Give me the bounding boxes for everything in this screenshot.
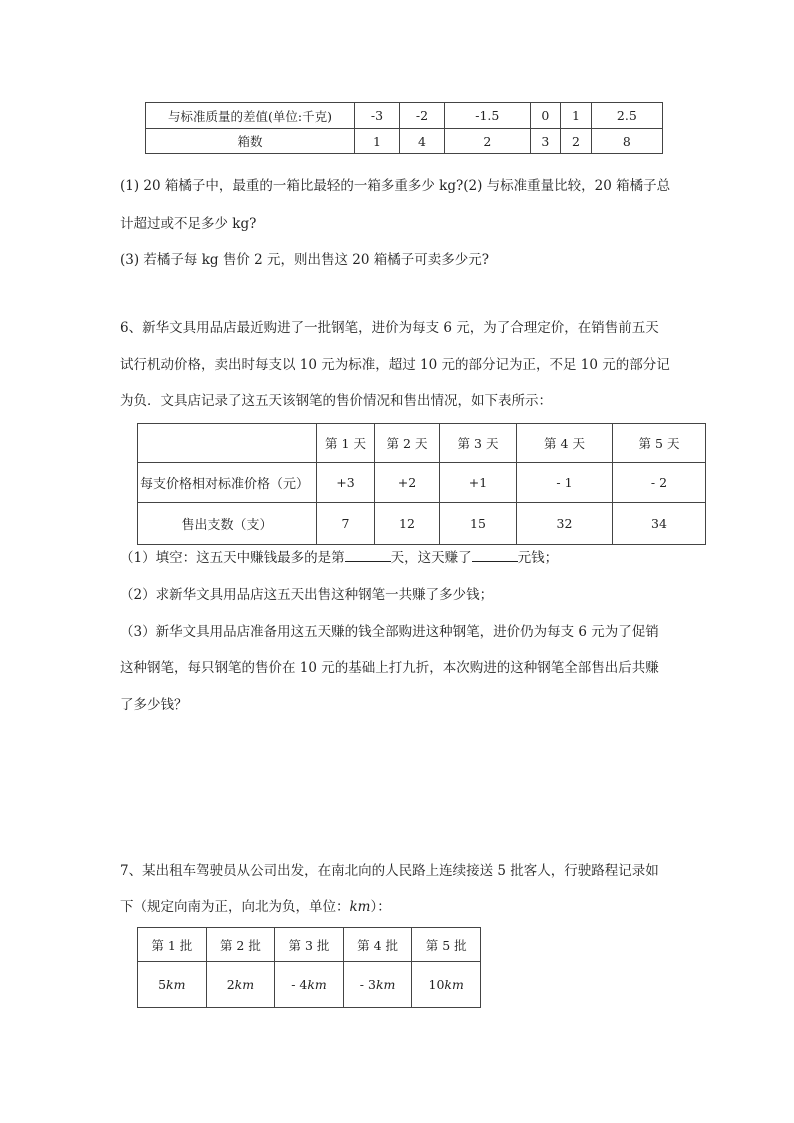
unit-km: km [375, 977, 396, 992]
table-cell: 8 [591, 129, 662, 154]
table-cell: +3 [317, 463, 375, 503]
pen-sales-table [137, 423, 706, 545]
q7-line-2-text-a: 下（规定向南为正，向北为负，单位： [120, 899, 350, 915]
table-header: 第 1 天 [317, 424, 375, 463]
table-cell: 32 [517, 503, 613, 545]
q7-line-2 [120, 895, 391, 915]
distance-value: 5 [158, 977, 167, 992]
table-cell: 1 [561, 103, 592, 129]
table-header: 第 5 天 [613, 424, 706, 463]
q6-subq-3-line-3: 了多少钱？ [120, 697, 188, 713]
unit-km: km [307, 977, 327, 992]
unit-km: km [166, 977, 186, 992]
q6-subq-1 [120, 546, 558, 566]
table-cell: 1 [355, 129, 400, 154]
table-cell: -2 [399, 103, 444, 129]
table-cell: 12 [375, 503, 440, 545]
table-row-label: 与标准质量的差值(单位:千克) [146, 103, 355, 129]
table-cell: 15 [440, 503, 517, 545]
table-cell: 0 [530, 103, 561, 129]
table-header: 第 2 批 [206, 928, 275, 962]
q6-subq-3-line-2: 这种钢笔，每只钢笔的售价在 10 元的基础上打九折，本次购进的这种钢笔全部售出后共赚 [120, 660, 659, 676]
table-cell: 4 [399, 129, 444, 154]
table-header: 第 5 批 [412, 928, 481, 962]
table-cell: -1.5 [444, 103, 530, 129]
q6-subq-1-text-c: 元钱； [517, 550, 559, 566]
q5-line-3: (3) 若橘子每 kg 售价 2 元，则出售这 20 箱橘子可卖多少元? [120, 252, 489, 268]
table-cell: -3 [355, 103, 400, 129]
table-cell: - 1 [517, 463, 613, 503]
table-header: 第 3 批 [275, 928, 344, 962]
answer-blank[interactable] [345, 549, 391, 562]
q5-line-1: (1) 20 箱橘子中，最重的一箱比最轻的一箱多重多少 kg?(2) 与标准重量比较，20 箱橘子总 [120, 178, 671, 194]
table-cell: 34 [613, 503, 706, 545]
table-cell [412, 962, 481, 1008]
table-row-label: 每支价格相对标准价格（元） [138, 463, 317, 503]
table-cell: +2 [375, 463, 440, 503]
table-corner-cell [138, 424, 317, 463]
table-header: 第 2 天 [375, 424, 440, 463]
table-row-label: 售出支数（支） [138, 503, 317, 545]
q6-line-1: 6、新华文具用品店最近购进了一批钢笔，进价为每支 6 元，为了合理定价，在销售前五天 [120, 320, 659, 336]
table-header: 第 3 天 [440, 424, 517, 463]
weight-diff-table [145, 102, 663, 154]
table-header: 第 1 批 [138, 928, 207, 962]
table-header: 第 4 批 [343, 928, 412, 962]
table-cell: 2.5 [591, 103, 662, 129]
table-cell: 7 [317, 503, 375, 545]
taxi-distance-table [137, 927, 481, 1008]
unit-km: km [234, 977, 255, 992]
q6-subq-1-text-a: （1）填空：这五天中赚钱最多的是第 [120, 550, 345, 566]
table-cell [343, 962, 412, 1008]
distance-value: 2 [226, 977, 235, 992]
distance-value: 10 [428, 977, 445, 992]
distance-value: - 4 [291, 977, 308, 992]
table-cell: - 2 [613, 463, 706, 503]
q6-subq-3-line-1: （3）新华文具用品店准备用这五天赚的钱全部购进这种钢笔，进价仍为每支 6 元为了促销 [120, 624, 659, 640]
q6-subq-1-text-b: 天，这天赚了 [390, 550, 472, 566]
unit-km: km [444, 977, 464, 992]
table-cell: 2 [444, 129, 530, 154]
table-cell [275, 962, 344, 1008]
q6-line-2: 试行机动价格，卖出时每支以 10 元为标准，超过 10 元的部分记为正，不足 10 元的部分记 [120, 357, 670, 373]
q5-line-2: 计超过或不足多少 kg? [120, 216, 257, 232]
q7-line-1: 7、某出租车驾驶员从公司出发，在南北向的人民路上连续接送 5 批客人，行驶路程记录如 [120, 863, 659, 879]
table-cell: +1 [440, 463, 517, 503]
unit-km: km [349, 899, 371, 915]
q6-line-3: 为负．文具店记录了这五天该钢笔的售价情况和售出情况，如下表所示： [120, 393, 552, 409]
table-cell [138, 962, 207, 1008]
table-cell [206, 962, 275, 1008]
table-cell: 2 [561, 129, 592, 154]
table-header: 第 4 天 [517, 424, 613, 463]
table-row-label: 箱数 [146, 129, 355, 154]
answer-blank[interactable] [472, 549, 518, 562]
distance-value: - 3 [359, 977, 376, 992]
table-cell: 3 [530, 129, 561, 154]
q7-line-2-text-b: ）： [370, 899, 391, 915]
q6-subq-2: （2）求新华文具用品店这五天出售这种钢笔一共赚了多少钱； [120, 587, 494, 603]
